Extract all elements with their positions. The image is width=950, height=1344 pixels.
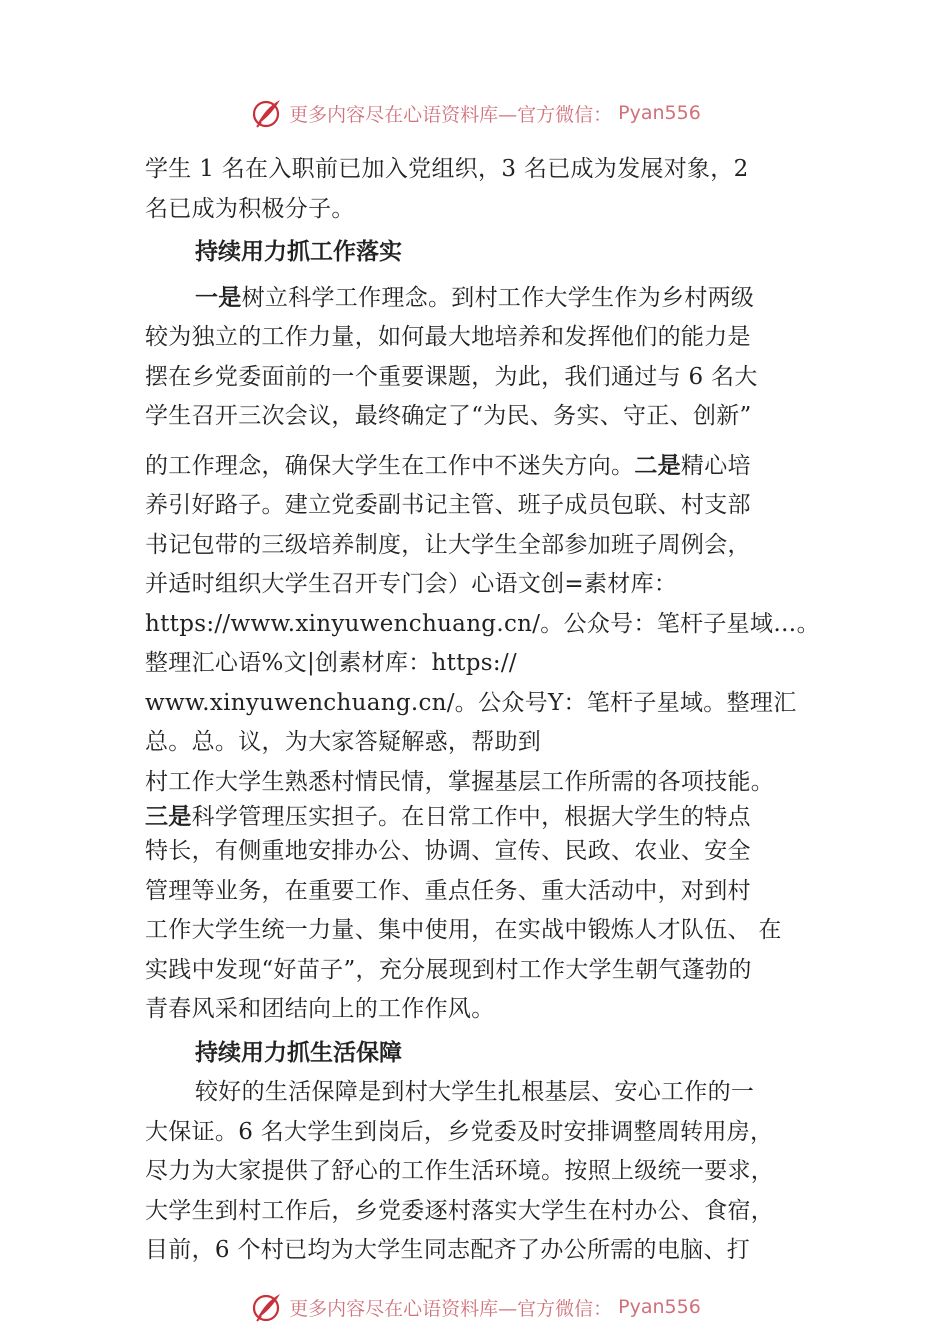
banner-text: 更多内容尽在心语资料库—官方微信： [289,1297,613,1320]
text-span: 精心培 [680,452,751,479]
text-line: 管理等业务，在重要工作、重点任务、重大活动中，对到村 [145,877,751,904]
document-body [145,150,820,1271]
point-marker: 一是 [195,284,242,311]
text-line: 实践中发现“好苗子”，充分展现到村工作大学生朝气蓬勃的 [145,956,752,983]
text-line: https://www.xinyuwenchuang.cn/。公众号：笔杆子星域…。 [145,610,820,637]
banner-wechat-id: Pyan556 [618,1296,701,1318]
point-marker: 三是 [145,804,192,830]
text-line: 较好的生活保障是到村大学生扎根基层、安心工作的一 [195,1079,755,1105]
text-span: 的工作理念，确保大学生在工作中不迷失方向。 [145,452,635,479]
text-span: 树立科学工作理念。到村工作大学生作为乡村两级 [241,284,755,311]
header-watermark-banner [0,96,950,130]
text-line: 村工作大学生熟悉村情民情，掌握基层工作所需的各项技能。 [145,768,775,795]
text-line: 学生 1 名在入职前已加入党组织，3 名已成为发展对象，2 [145,156,749,182]
footer-watermark-banner [0,1290,950,1324]
section-heading: 持续用力抓工作落实 [195,239,402,265]
point-marker: 二是 [634,452,681,479]
text-line: 较为独立的工作力量，如何最大地培养和发挥他们的能力是 [145,324,751,350]
banner-text: 更多内容尽在心语资料库—官方微信： [289,103,613,126]
text-line: 总。总。议，为大家答疑解惑，帮助到 [145,729,542,755]
text-line: 养引好路子。建立党委副书记主管、班子成员包联、村支部 [145,492,751,518]
text-span: 科学管理压实担子。在日常工作中，根据大学生的特点 [191,804,751,830]
quill-logo-icon [249,96,283,130]
section-heading: 持续用力抓生活保障 [195,1039,402,1066]
text-line: 工作大学生统一力量、集中使用，在实战中锻炼人才队伍、 在 [145,917,782,943]
text-line [145,447,810,487]
text-line: 摆在乡党委面前的一个重要课题，为此，我们通过与 6 名大 [145,363,758,390]
text-line: 大学生到村工作后，乡党委逐村落实大学生在村办公、食宿， [145,1197,775,1224]
text-line: 特长，有侧重地安排办公、协调、宣传、民政、农业、安全 [145,838,751,864]
text-line: 尽力为大家提供了舒心的工作生活环境。按照上级统一要求， [145,1158,775,1184]
text-line: 青春风采和团结向上的工作作风。 [145,996,495,1022]
text-line [145,802,810,832]
banner-wechat-id: Pyan556 [618,102,701,124]
text-line: 整理汇心语%文|创素材库：https:// [145,650,517,676]
text-line [145,279,810,319]
text-line: 名已成为积极分子。 [145,195,355,222]
text-line: 目前，6 个村已均为大学生同志配齐了办公所需的电脑、打 [145,1237,751,1263]
text-line: 书记包带的三级培养制度，让大学生全部参加班子周例会， [145,531,751,558]
quill-logo-icon [249,1290,283,1324]
text-line: 并适时组织大学生召开专门会）心语文创=素材库： [145,571,678,597]
text-line: www.xinyuwenchuang.cn/。公众号Y：笔杆子星域。整理汇 [145,689,797,716]
text-line: 大保证。6 名大学生到岗后，乡党委及时安排调整周转用房， [145,1118,774,1145]
text-line: 学生召开三次会议，最终确定了“为民、务实、守正、创新” [145,403,752,429]
